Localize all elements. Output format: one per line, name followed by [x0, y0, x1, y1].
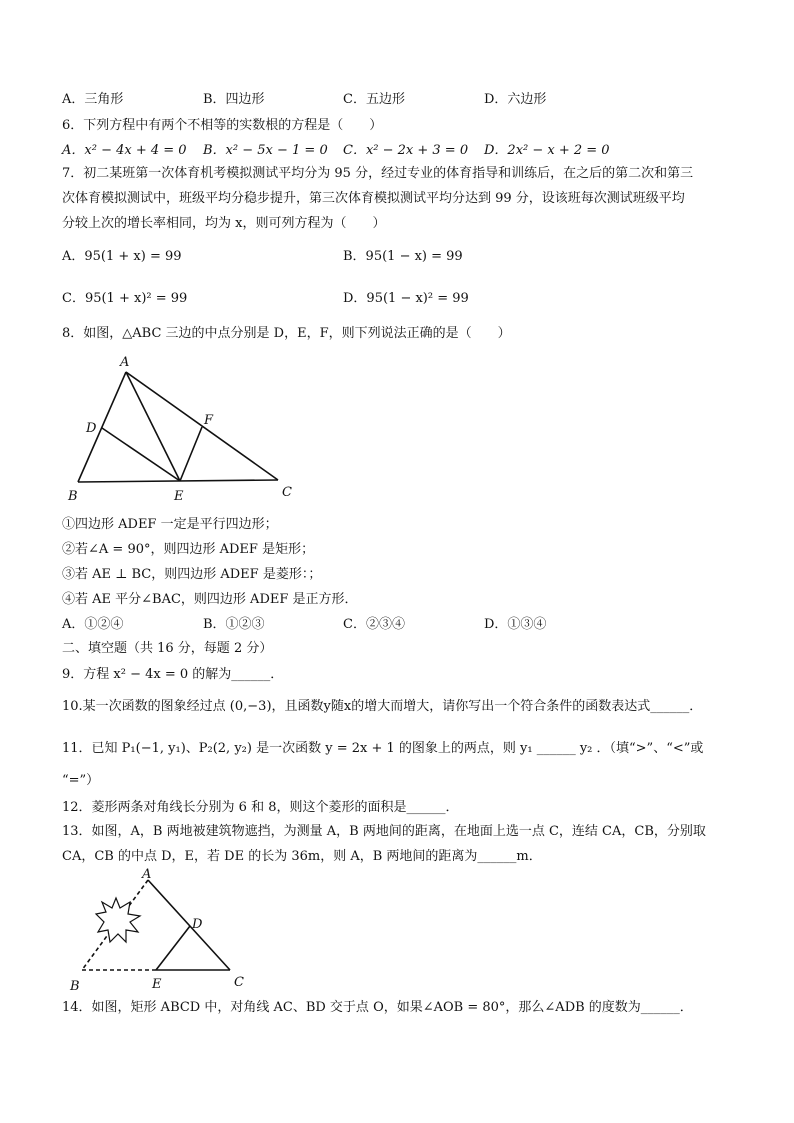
q13-label-a: A [142, 867, 152, 882]
q5-option-c: C．五边形 [343, 92, 405, 107]
q5-option-b: B．四边形 [203, 92, 265, 107]
q6-option-d: D．2x² − x + 2 = 0 [484, 143, 610, 158]
q8-statement-1: ①四边形 ADEF 一定是平行四边形； [62, 517, 278, 532]
q14-text: 14．如图，矩形 ABCD 中，对角线 AC、BD 交于点 O，如果∠AOB = 80°，那么∠ADB 的度数为______． [62, 1000, 693, 1015]
q13-label-d: D [192, 917, 203, 932]
q5-option-d: D．六边形 [484, 92, 547, 107]
q6-option-a: A．x² − 4x + 4 = 0 [62, 143, 187, 158]
q13-label-c: C [234, 975, 244, 990]
q8-label-b: B [68, 489, 78, 504]
q6-stem: 6．下列方程中有两个不相等的实数根的方程是（ ） [62, 118, 383, 133]
building-obstacle-icon [96, 898, 140, 942]
q8-label-e: E [174, 489, 184, 504]
q13-triangle-figure [60, 866, 260, 994]
q11-line1: 11．已知 P₁(−1, y₁)、P₂(2, y₂) 是一次函数 y = 2x + 1 的图象上的两点，则 y₁ ______ y₂ ．（填“>”、“<”或 [62, 741, 704, 756]
q7-stem-line1: 7．初二某班第一次体育机考模拟测试平均分为 95 分，经过专业的体育指导和训练后，在之后的第二次和第三 [62, 166, 694, 181]
q13-line1: 13．如图，A，B 两地被建筑物遮挡，为测量 A，B 两地间的距离，在地面上选一点 C，连结 CA，CB，分别取 [62, 824, 706, 839]
q7-option-d: D．95(1 − x)² = 99 [343, 291, 469, 306]
q8-stem: 8．如图，△ABC 三边的中点分别是 D，E，F，则下列说法正确的是（ ） [62, 326, 511, 341]
q6-option-c: C．x² − 2x + 3 = 0 [343, 143, 469, 158]
q8-label-c: C [282, 485, 292, 500]
q8-option-b: B．①②③ [203, 617, 265, 632]
q8-statement-3: ③若 AE ⊥ BC，则四边形 ADEF 是菱形：； [62, 567, 322, 582]
q8-triangle-figure [60, 350, 320, 510]
q9-text: 9．方程 x² − 4x = 0 的解为______． [62, 667, 284, 682]
q12-text: 12．菱形两条对角线长分别为 6 和 8，则这个菱形的面积是______． [62, 800, 459, 815]
q10-text: 10.某一次函数的图象经过点 (0,−3)，且函数y随x的增大而增大，请你写出一个符合条件的函数表达式______． [62, 699, 703, 714]
q8-label-d: D [86, 421, 97, 436]
q8-option-d: D．①③④ [484, 617, 547, 632]
q6-option-b: B．x² − 5x − 1 = 0 [203, 143, 328, 158]
q8-label-a: A [120, 355, 130, 370]
q7-option-b: B．95(1 − x) = 99 [343, 249, 463, 264]
q13-label-e: E [152, 977, 162, 992]
q7-stem-line3: 分较上次的增长率相同，均为 x，则可列方程为（ ） [62, 216, 386, 231]
q13-line2: CA，CB 的中点 D，E，若 DE 的长为 36m，则 A，B 两地间的距离为______m． [62, 849, 542, 864]
q7-option-a: A．95(1 + x) = 99 [62, 249, 182, 264]
q8-option-c: C．②③④ [343, 617, 405, 632]
q11-line2: “=”） [62, 773, 100, 788]
q5-option-a: A．三角形 [62, 92, 124, 107]
q8-statement-4: ④若 AE 平分∠BAC，则四边形 ADEF 是正方形． [62, 592, 358, 607]
section-heading: 二、填空题（共 16 分，每题 2 分） [62, 641, 273, 656]
q7-stem-line2: 次体育模拟测试中，班级平均分稳步提升，第三次体育模拟测试平均分达到 99 分，设该班每次测试班级平均 [62, 191, 685, 206]
q8-option-a: A．①②④ [62, 617, 124, 632]
q8-statement-2: ②若∠A = 90°，则四边形 ADEF 是矩形； [62, 542, 315, 557]
q13-label-b: B [70, 979, 80, 994]
q7-option-c: C．95(1 + x)² = 99 [62, 291, 188, 306]
q8-label-f: F [204, 413, 214, 428]
